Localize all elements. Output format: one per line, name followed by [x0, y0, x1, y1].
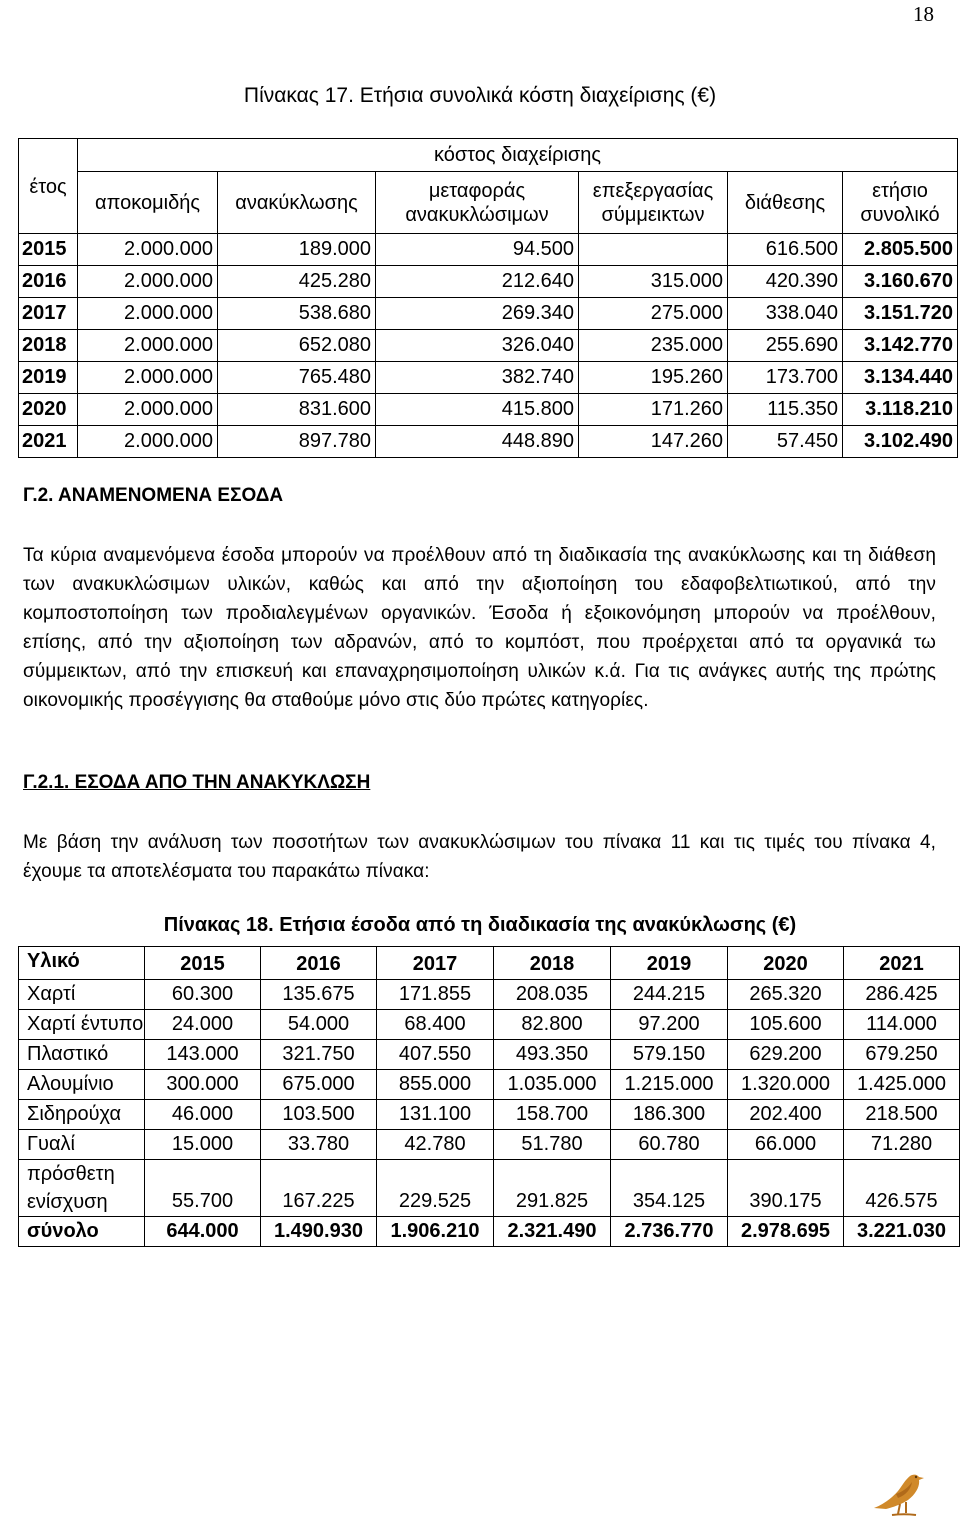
table17-value-cell: 3.160.670: [843, 266, 958, 298]
table17-row: [19, 394, 958, 426]
table17-value-cell: 269.340: [376, 298, 579, 330]
table17-value-cell: 171.260: [579, 394, 728, 426]
table18-value-cell: 675.000: [261, 1070, 377, 1100]
table18-annual-recycling-revenue: [18, 946, 960, 1247]
table18-total-row: [19, 1217, 960, 1247]
table18-value-cell: 33.780: [261, 1130, 377, 1160]
table18-header-cell: 2019: [611, 947, 728, 980]
table18-row: [19, 980, 960, 1010]
table17-value-cell: 326.040: [376, 330, 579, 362]
table17-value-cell: 425.280: [218, 266, 376, 298]
table17-row: [19, 330, 958, 362]
table18-value-cell: 855.000: [377, 1070, 494, 1100]
table18-value-cell: 186.300: [611, 1100, 728, 1130]
table17-col-annual-total: ετήσιο συνολικό: [843, 172, 958, 234]
table17-value-cell: 173.700: [728, 362, 843, 394]
table17-year-cell: 2019: [19, 362, 78, 394]
table18-material-cell: Χαρτί έντυπο: [19, 1010, 145, 1040]
table17-group-header: κόστος διαχείρισης: [78, 139, 958, 172]
table17-col-processing: επεξεργασίας σύμμεικτων: [579, 172, 728, 234]
table18-value-cell: 265.320: [728, 980, 844, 1010]
table18-value-cell: 46.000: [145, 1100, 261, 1130]
table18-header-cell: 2016: [261, 947, 377, 980]
table17-col-recycling: ανακύκλωσης: [218, 172, 376, 234]
table17-caption: Πίνακας 17. Ετήσια συνολικά κόστη διαχείρισης (€): [243, 84, 717, 107]
table18-value-cell: 244.215: [611, 980, 728, 1010]
table18-value-cell: 629.200: [728, 1040, 844, 1070]
table17-value-cell: 94.500: [376, 234, 579, 266]
table17-year-cell: 2017: [19, 298, 78, 330]
table18-value-cell: 229.525: [377, 1160, 494, 1217]
table17-value-cell: 3.142.770: [843, 330, 958, 362]
table18-value-cell: 291.825: [494, 1160, 611, 1217]
table18-body: [19, 947, 960, 1247]
table18-value-cell: 60.300: [145, 980, 261, 1010]
table18-material-cell: Γυαλί: [19, 1130, 145, 1160]
table18-value-cell: 105.600: [728, 1010, 844, 1040]
table17-row: [19, 426, 958, 458]
table18-value-cell: 286.425: [844, 980, 960, 1010]
table17-value-cell: 3.151.720: [843, 298, 958, 330]
table17-value-cell: 275.000: [579, 298, 728, 330]
table18-value-cell: 679.250: [844, 1040, 960, 1070]
table18-value-cell: 354.125: [611, 1160, 728, 1217]
table18-value-cell: 579.150: [611, 1040, 728, 1070]
table18-material-cell: Αλουμίνιο: [19, 1070, 145, 1100]
table17-value-cell: 255.690: [728, 330, 843, 362]
table17-value-cell: 338.040: [728, 298, 843, 330]
table18-caption: Πίνακας 18. Ετήσια έσοδα από τη διαδικασία της ανακύκλωσης (€): [163, 914, 797, 936]
table18-value-cell: 493.350: [494, 1040, 611, 1070]
table18-row: [19, 1070, 960, 1100]
table18-header-cell: 2017: [377, 947, 494, 980]
table18-total-cell: 1.906.210: [377, 1217, 494, 1247]
table18-value-cell: 167.225: [261, 1160, 377, 1217]
table18-value-cell: 66.000: [728, 1130, 844, 1160]
table18-value-cell: 1.425.000: [844, 1070, 960, 1100]
table18-value-cell: 218.500: [844, 1100, 960, 1130]
table18-value-cell: 171.855: [377, 980, 494, 1010]
table18-value-cell: 24.000: [145, 1010, 261, 1040]
table18-value-cell: 54.000: [261, 1010, 377, 1040]
table18-value-cell: 71.280: [844, 1130, 960, 1160]
table17-value-cell: 3.134.440: [843, 362, 958, 394]
table18-value-cell: 143.000: [145, 1040, 261, 1070]
table18-total-label: σύνολο: [19, 1217, 145, 1247]
table18-value-cell: 1.215.000: [611, 1070, 728, 1100]
table18-value-cell: 1.035.000: [494, 1070, 611, 1100]
table18-material-cell: Σιδηρούχα: [19, 1100, 145, 1130]
table18-total-cell: 2.978.695: [728, 1217, 844, 1247]
table18-row: [19, 1010, 960, 1040]
table17-row: [19, 234, 958, 266]
table18-total-cell: 2.736.770: [611, 1217, 728, 1247]
table17-body: [19, 234, 958, 458]
table18-value-cell: 97.200: [611, 1010, 728, 1040]
table18-value-cell: 114.000: [844, 1010, 960, 1040]
table17-value-cell: 420.390: [728, 266, 843, 298]
table17-value-cell: 3.118.210: [843, 394, 958, 426]
table18-value-cell: 42.780: [377, 1130, 494, 1160]
table18-header-row: [19, 947, 960, 980]
table17-value-cell: 616.500: [728, 234, 843, 266]
table18-row: [19, 1100, 960, 1130]
table18-value-cell: 426.575: [844, 1160, 960, 1217]
table18-value-cell: 131.100: [377, 1100, 494, 1130]
table17-value-cell: 2.000.000: [78, 426, 218, 458]
table17-value-cell: 2.000.000: [78, 266, 218, 298]
table18-header-cell: Υλικό: [19, 947, 145, 980]
table18-value-cell: 55.700: [145, 1160, 261, 1217]
table17-value-cell: 897.780: [218, 426, 376, 458]
table17-year-header: έτος: [19, 139, 78, 234]
page-number: 18: [913, 2, 934, 26]
section-g21-heading: Γ.2.1. ΕΣΟΔΑ ΑΠΟ ΤΗΝ ΑΝΑΚΥΚΛΩΣΗ: [23, 772, 371, 793]
table17-row: [19, 362, 958, 394]
table17-value-cell: 315.000: [579, 266, 728, 298]
table18-material-cell: Πλαστικό: [19, 1040, 145, 1070]
table17-year-cell: 2015: [19, 234, 78, 266]
table17-value-cell: 538.680: [218, 298, 376, 330]
bird-logo-icon: [866, 1458, 932, 1524]
table18-total-cell: 1.490.930: [261, 1217, 377, 1247]
table18-header-cell: 2015: [145, 947, 261, 980]
table18-value-cell: 60.780: [611, 1130, 728, 1160]
table17-row: [19, 298, 958, 330]
table17-value-cell: 448.890: [376, 426, 579, 458]
table17-value-cell: 2.000.000: [78, 394, 218, 426]
table17-col-collection: αποκομιδής: [78, 172, 218, 234]
table18-total-cell: 2.321.490: [494, 1217, 611, 1247]
table17-col-disposal: διάθεσης: [728, 172, 843, 234]
table17-year-cell: 2016: [19, 266, 78, 298]
section-g21-paragraph: Με βάση την ανάλυση των ποσοτήτων των ανακυκλώσιμων του πίνακα 11 και τις τιμές του πίνακα 4, έχουμε τα αποτελέσματα του παρακάτω πίνακα:: [23, 832, 936, 882]
table17-year-cell: 2020: [19, 394, 78, 426]
table17-value-cell: 147.260: [579, 426, 728, 458]
table18-value-cell: 135.675: [261, 980, 377, 1010]
table18-value-cell: 390.175: [728, 1160, 844, 1217]
table18-row: [19, 1160, 960, 1217]
table17-year-cell: 2018: [19, 330, 78, 362]
table17-value-cell: 57.450: [728, 426, 843, 458]
table17-value-cell: 235.000: [579, 330, 728, 362]
table18-total-cell: 644.000: [145, 1217, 261, 1247]
section-g2-paragraph: Τα κύρια αναμενόμενα έσοδα μπορούν να προέλθουν από τη διαδικασία της ανακύκλωσης και τη διάθεση των ανακυκλώσιμων υλικών, καθώς και από την αξιοποίηση του εδαφοβελτιωτικού, από την κομποστοποίηση των προδιαλεγμένων οργανικών. Έσοδα ή εξοικονόμηση μπορούν να προέλθουν, επίσης, από την αξιοποίηση των αδρανών, από το κομπόστ, που προέρχεται από τα οργανικά τω σύμμεικτων, από την επισκευή και επαναχρησιμοποίηση υλικών κ.ά. Για τις ανάγκες αυτής της πρώτης οικονομικής προσέγγισης θα σταθούμε μόνο στις δύο πρώτες κατηγορίες.: [23, 545, 936, 711]
table18-value-cell: 158.700: [494, 1100, 611, 1130]
table17-value-cell: 212.640: [376, 266, 579, 298]
table17-value-cell: 2.000.000: [78, 234, 218, 266]
table17-value-cell: 115.350: [728, 394, 843, 426]
table17-value-cell: 382.740: [376, 362, 579, 394]
table17-value-cell: 3.102.490: [843, 426, 958, 458]
table18-row: [19, 1130, 960, 1160]
table18-total-cell: 3.221.030: [844, 1217, 960, 1247]
table17-value-cell: 2.000.000: [78, 330, 218, 362]
table18-value-cell: 208.035: [494, 980, 611, 1010]
table17-value-cell: 765.480: [218, 362, 376, 394]
table18-value-cell: 1.320.000: [728, 1070, 844, 1100]
table17-value-cell: 415.800: [376, 394, 579, 426]
section-g2-heading: Γ.2. ΑΝΑΜΕΝΟΜΕΝΑ ΕΣΟΔΑ: [23, 485, 284, 506]
table17-value-cell: 2.000.000: [78, 362, 218, 394]
table17-col-transport: μεταφοράς ανακυκλώσιμων: [376, 172, 579, 234]
table18-material-cell: Χαρτί: [19, 980, 145, 1010]
table18-value-cell: 103.500: [261, 1100, 377, 1130]
table17-value-cell: 195.260: [579, 362, 728, 394]
table17-value-cell: 652.080: [218, 330, 376, 362]
table18-header-cell: 2020: [728, 947, 844, 980]
table17-row: [19, 266, 958, 298]
table18-value-cell: 82.800: [494, 1010, 611, 1040]
table17-annual-management-costs: [18, 138, 958, 458]
table18-material-cell: πρόσθετη ενίσχυση: [19, 1160, 145, 1217]
table17-value-cell: 2.805.500: [843, 234, 958, 266]
table18-value-cell: 15.000: [145, 1130, 261, 1160]
table18-header-cell: 2021: [844, 947, 960, 980]
table18-value-cell: 68.400: [377, 1010, 494, 1040]
table18-value-cell: 51.780: [494, 1130, 611, 1160]
table17-value-cell: 2.000.000: [78, 298, 218, 330]
table17-value-cell: [579, 234, 728, 266]
table17-value-cell: 831.600: [218, 394, 376, 426]
table18-value-cell: 321.750: [261, 1040, 377, 1070]
table18-value-cell: 407.550: [377, 1040, 494, 1070]
table18-header-cell: 2018: [494, 947, 611, 980]
table17-value-cell: 189.000: [218, 234, 376, 266]
table18-row: [19, 1040, 960, 1070]
table18-value-cell: 202.400: [728, 1100, 844, 1130]
table18-value-cell: 300.000: [145, 1070, 261, 1100]
table17-year-cell: 2021: [19, 426, 78, 458]
